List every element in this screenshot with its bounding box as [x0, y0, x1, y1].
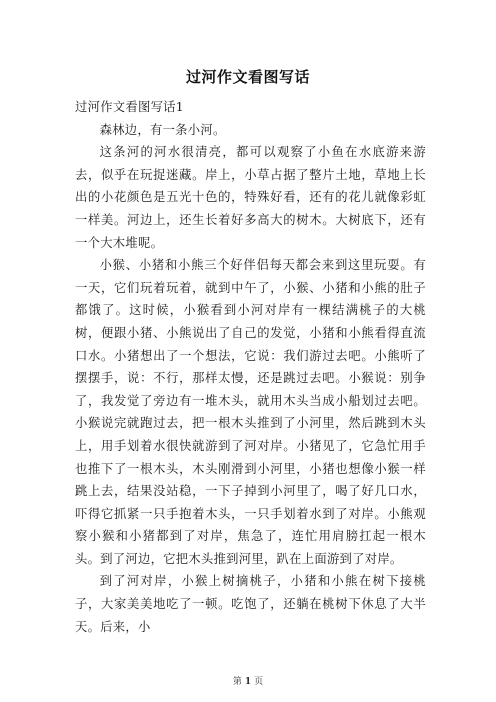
document-title: 过河作文看图写话 — [185, 68, 310, 86]
paragraph-1: 森林边，有一条小河。 — [99, 122, 226, 137]
footer-suffix: 页 — [254, 677, 264, 687]
page-number: 1 — [244, 677, 252, 687]
document-body — [75, 96, 426, 638]
page-footer — [0, 674, 496, 687]
section-heading: 过河作文看图写话1 — [75, 100, 184, 114]
paragraph-4: 到了河对岸，小猴上树摘桃子，小猪和小熊在树下接桃子，大家美美地吃了一顿。吃饱了，还躺在桃树下休息了大半天。后来，小 — [75, 574, 426, 634]
footer-prefix: 第 — [232, 677, 242, 687]
paragraph-2: 这条河的河水很清亮，都可以观察了小鱼在水底游来游去，似乎在玩捉迷藏。岸上，小草占据了整片土地，草地上长出的小花颜色是五光十色的，特殊好看，还有的花儿就像彩虹一样美。河边上，还生长着好多高大的树木。大树底下，还有一个大木堆呢。 — [75, 145, 426, 250]
paragraph-3: 小猴、小猪和小熊三个好伴侣每天都会来到这里玩耍。有一天，它们玩着玩着，就到中午了，小猴、小猪和小熊的肚子都饿了。这时候，小猴看到小河对岸有一棵结满桃子的大桃树，便跟小猪、小熊说出了自己的发觉，小猪和小熊看得直流口水。小猪想出了一个想法，它说：我们游过去吧。小熊听了摆摆手，说：不行，那样太慢，还是跳过去吧。小猴说：别争了，我发觉了旁边有一堆木头，就用木头当成小船划过去吧。小猴说完就跑过去，把一根木头推到了小河里，然后跳到木头上，用手划着水很快就游到了河对岸。小猪见了，它急忙用手也推下了一根木头，木头刚滑到小河里，小猪也想像小猴一样跳上去，结果没站稳，一下子掉到小河里了，喝了好几口水，吓得它抓紧一只手抱着木头，一只手划着水到了对岸。小熊观察小猴和小猪都到了对岸，焦急了，连忙用肩膀扛起一根木头。到了河边，它把木头推到河里，趴在上面游到了对岸。 — [75, 258, 426, 566]
